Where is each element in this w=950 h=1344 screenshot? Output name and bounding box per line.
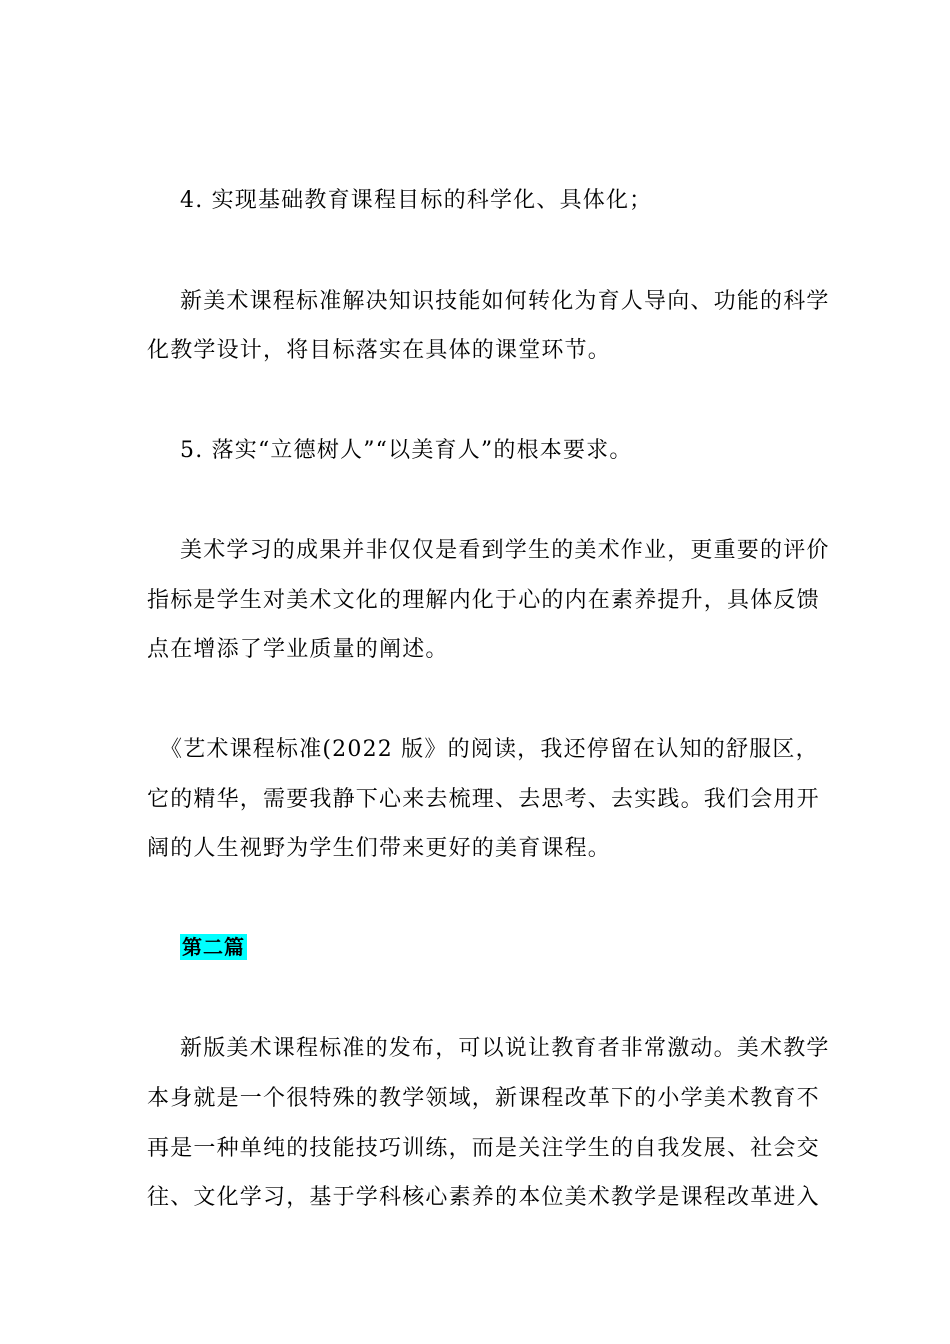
item-4-title: 4. 实现基础教育课程目标的科学化、具体化； (180, 188, 653, 213)
item-4-body-line-1: 新美术课程标准解决知识技能如何转化为育人导向、功能的科学 (180, 289, 830, 314)
item-5-body-line-1: 美术学习的成果并非仅仅是看到学生的美术作业，更重要的评价 (180, 538, 830, 563)
item-5-body-line-3: 点在增添了学业质量的阐述。 (147, 637, 449, 662)
reflection-line-3: 阔的人生视野为学生们带来更好的美育课程。 (147, 836, 612, 861)
section-heading: 第二篇 (182, 935, 245, 959)
item-4-body-line-2: 化教学设计，将目标落实在具体的课堂环节。 (147, 338, 612, 363)
item-5-title: 5. 落实“立德树人”“以美育人”的根本要求。 (180, 438, 633, 463)
section-2-body-line-2: 本身就是一个很特殊的教学领域，新课程改革下的小学美术教育不 (147, 1086, 820, 1111)
reflection-line-1: 《艺术课程标准(2022 版》的阅读，我还停留在认知的舒服区， (160, 737, 819, 762)
section-2-body-line-3: 再是一种单纯的技能技巧训练，而是关注学生的自我发展、社会交 (147, 1136, 820, 1161)
section-2-body-line-1: 新版美术课程标准的发布，可以说让教育者非常激动。美术教学 (180, 1036, 830, 1061)
item-5-body-line-2: 指标是学生对美术文化的理解内化于心的内在素养提升，具体反馈 (147, 588, 820, 613)
reflection-line-2: 它的精华，需要我静下心来去梳理、去思考、去实践。我们会用开 (147, 787, 820, 812)
section-2-body-line-4: 往、文化学习，基于学科核心素养的本位美术教学是课程改革进入 (147, 1185, 820, 1210)
